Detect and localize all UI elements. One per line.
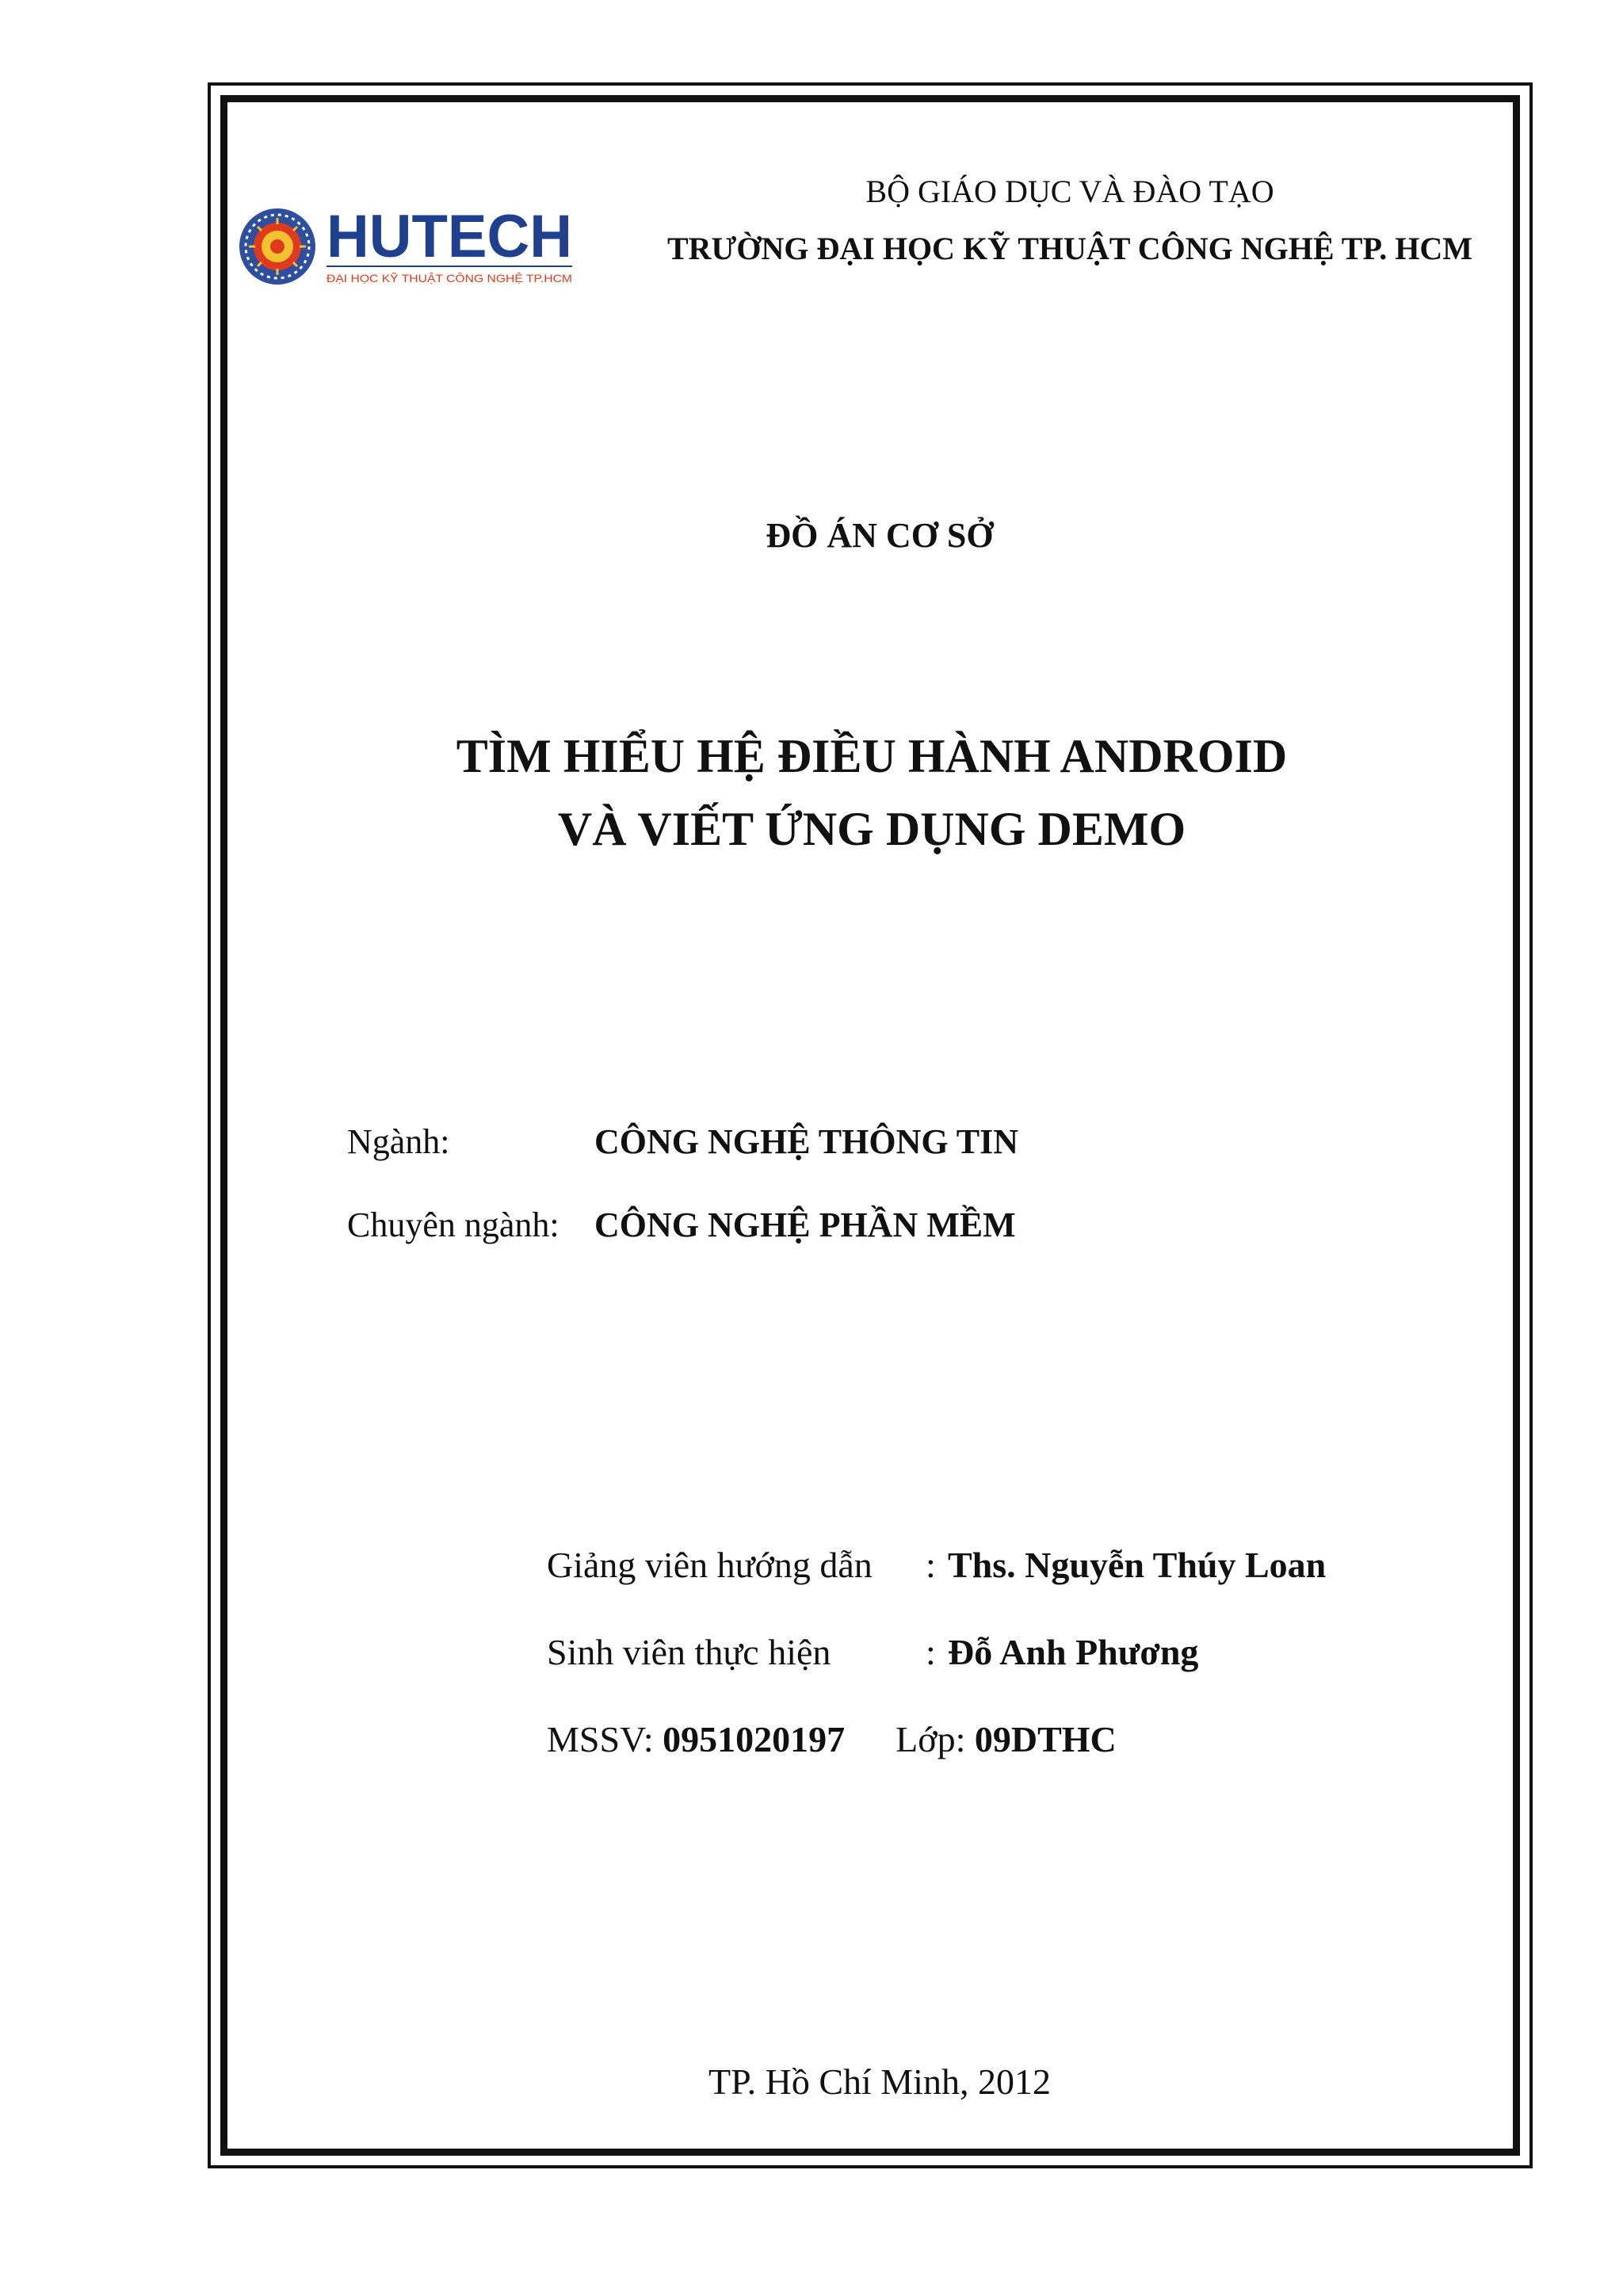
class-value: 09DTHC [974, 1719, 1117, 1759]
supervisor-value: Ths. Nguyễn Thúy Loan [948, 1545, 1327, 1585]
thesis-title-line-2: VÀ VIẾT ỨNG DỤNG DEMO [557, 803, 1186, 855]
major-value: CÔNG NGHỆ THÔNG TIN [594, 1122, 1019, 1161]
ministry-name: BỘ GIÁO DỤC VÀ ĐÀO TẠO [865, 174, 1274, 209]
logo-wordmark: HUTECH [327, 203, 572, 270]
document-type: ĐỒ ÁN CƠ SỞ [766, 516, 994, 555]
thesis-title-line-1: TÌM HIỂU HỆ ĐIỀU HÀNH ANDROID [456, 730, 1288, 782]
specialization-label: Chuyên ngành: [347, 1205, 559, 1244]
emblem-icon [239, 208, 315, 285]
student-row [547, 1631, 1198, 1673]
supervisor-label: Giảng viên hướng dẫn [547, 1545, 873, 1585]
mssv-label: MSSV: [547, 1719, 654, 1759]
specialization-row [347, 1205, 1016, 1245]
university-name: TRƯỜNG ĐẠI HỌC KỸ THUẬT CÔNG NGHỆ TP. HCM [666, 231, 1473, 266]
hutech-logo [238, 203, 579, 290]
student-label: Sinh viên thực hiện [547, 1632, 831, 1672]
mssv-value: 0951020197 [663, 1719, 846, 1759]
student-separator: : [926, 1632, 936, 1672]
student-value: Đỗ Anh Phương [948, 1632, 1199, 1672]
specialization-value: CÔNG NGHỆ PHẦN MỀM [594, 1205, 1016, 1244]
class-label: Lớp: [896, 1719, 966, 1759]
logo-tagline: ĐẠI HỌC KỸ THUẬT CÔNG NGHỆ TP.HCM [327, 272, 572, 285]
supervisor-row [547, 1544, 1326, 1586]
mssv-row [547, 1718, 1117, 1760]
major-row [347, 1121, 1018, 1162]
place-and-year: TP. Hồ Chí Minh, 2012 [708, 2061, 1051, 2102]
major-label: Ngành: [347, 1122, 450, 1161]
supervisor-separator: : [926, 1545, 936, 1585]
